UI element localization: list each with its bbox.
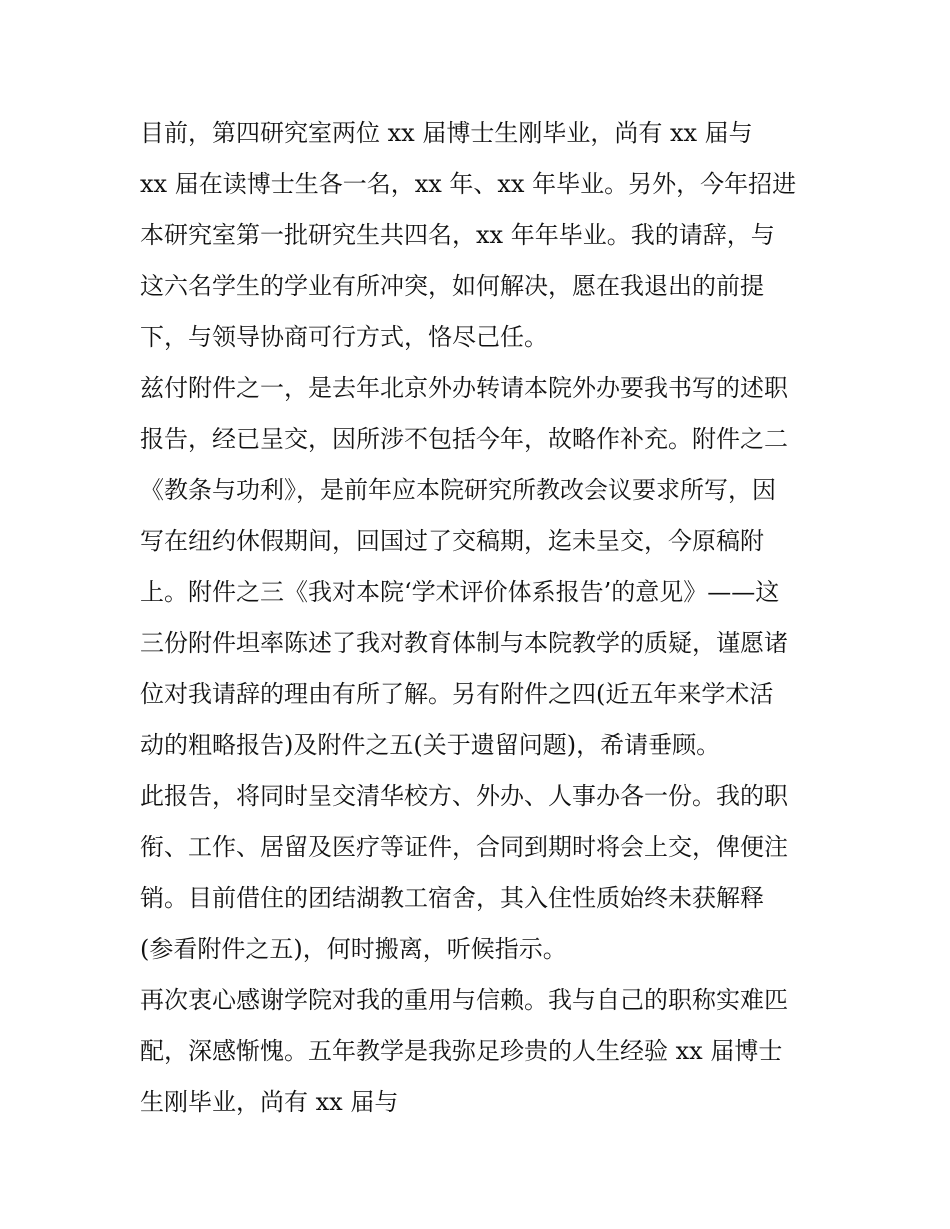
text-line: 衔、工作、居留及医疗等证件，合同到期时将会上交，俾便注 <box>140 833 788 861</box>
text-line: 上。附件之三《我对本院‘学术评价体系报告’的意见》——这 <box>140 578 780 606</box>
text-line: 兹付附件之一，是去年北京外办转请本院外办要我书写的述职 <box>140 374 788 402</box>
text-line: (参看附件之五)，何时搬离，听候指示。 <box>140 935 567 963</box>
text-line: 本研究室第一批研究生共四名，xx 年年毕业。我的请辞，与 <box>140 221 775 249</box>
text-line: 此报告，将同时呈交清华校方、外办、人事办各一份。我的职 <box>140 782 788 810</box>
text-line: 这六名学生的学业有所冲突，如何解决，愿在我退出的前提 <box>140 272 764 300</box>
text-line: 写在纽约休假期间，回国过了交稿期，迄未呈交，今原稿附 <box>140 527 764 555</box>
text-line: 《教条与功利》，是前年应本院研究所教改会议要求所写，因 <box>140 476 776 504</box>
text-line: 下，与领导协商可行方式，恪尽己任。 <box>140 323 548 351</box>
document-body <box>140 108 830 1128</box>
text-line: 三份附件坦率陈述了我对教育体制与本院教学的质疑，谨愿诸 <box>140 629 788 657</box>
text-line: 目前，第四研究室两位 xx 届博士生刚毕业，尚有 xx 届与 <box>140 119 753 147</box>
text-line: 动的粗略报告)及附件之五(关于遗留问题)，希请垂顾。 <box>140 731 721 759</box>
text-line: 配，深感惭愧。五年教学是我弥足珍贵的人生经验 xx 届博士 <box>140 1037 783 1065</box>
text-line: 生刚毕业，尚有 xx 届与 <box>140 1088 399 1116</box>
text-line: 销。目前借住的团结湖教工宿舍，其入住性质始终未获解释 <box>140 884 764 912</box>
text-line: 报告，经已呈交，因所涉不包括今年，故略作补充。附件之二 <box>140 425 788 453</box>
text-line: xx 届在读博士生各一名，xx 年、xx 年毕业。另外，今年招进 <box>140 170 797 198</box>
text-line: 再次衷心感谢学院对我的重用与信赖。我与自己的职称实难匹 <box>140 986 788 1014</box>
text-line: 位对我请辞的理由有所了解。另有附件之四(近五年来学术活 <box>140 680 774 708</box>
